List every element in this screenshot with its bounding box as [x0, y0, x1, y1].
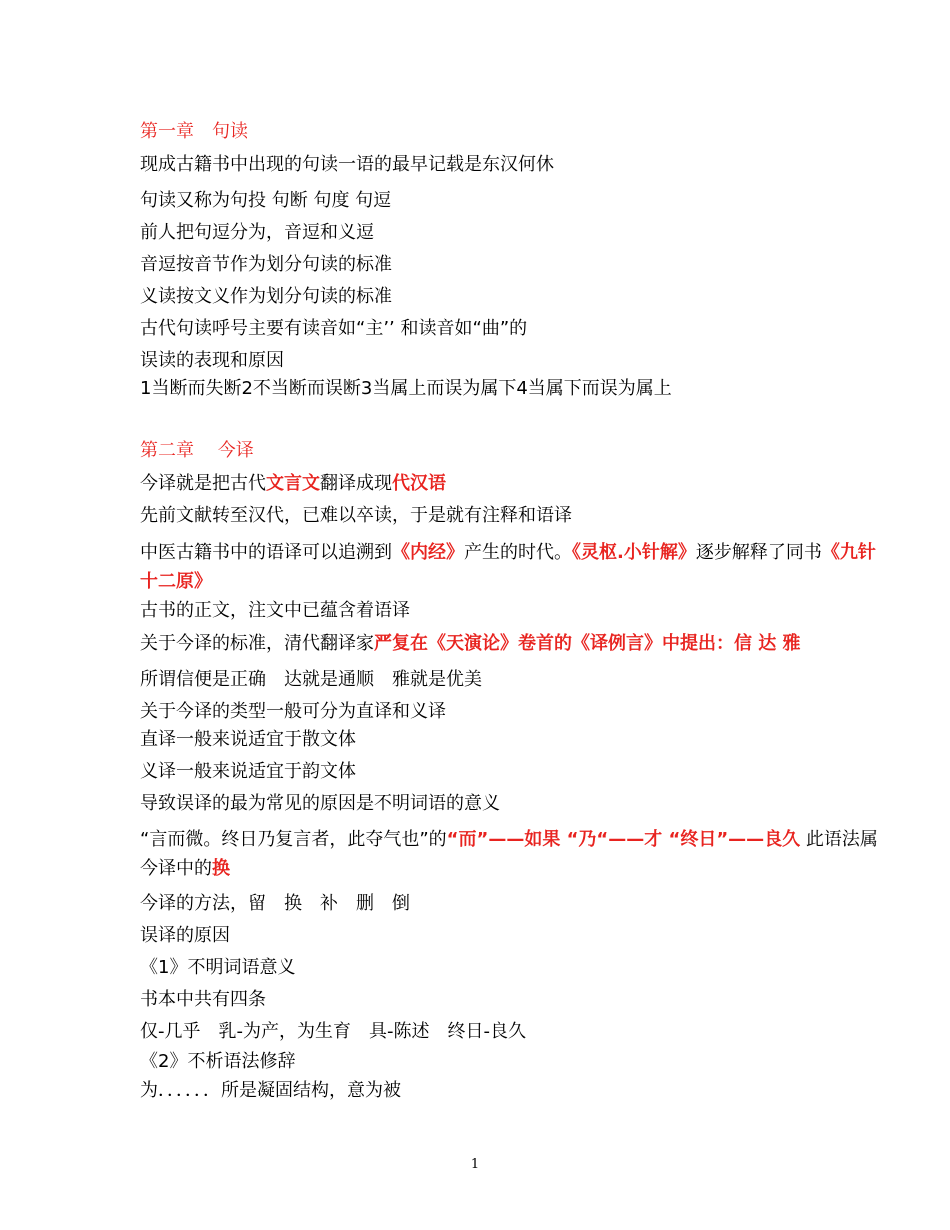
text-line: 导致误译的最为常见的原因是不明词语的意义 — [140, 793, 500, 814]
text-line: 现成古籍书中出现的句读一语的最早记载是东汉何休 — [140, 154, 554, 175]
text-line: 书本中共有四条 — [140, 989, 266, 1010]
highlight-term: 换 — [212, 858, 230, 879]
text-line: 为．．．．．．所是凝固结构，意为被 — [140, 1080, 401, 1101]
text-line: 《2》不析语法修辞 — [140, 1051, 296, 1072]
text-line: 句读又称为句投 句断 句度 句逗 — [140, 190, 392, 211]
text-run: 中医古籍书中的语译可以追溯到 — [140, 542, 392, 563]
highlight-term: 严复在《天演论》卷首的《译例言》中提出：信 达 雅 — [374, 633, 801, 654]
text-line — [140, 472, 880, 496]
text-line: 义读按文义作为划分句读的标准 — [140, 286, 392, 307]
text-line: 关于今译的类型一般可分为直译和义译 — [140, 701, 446, 722]
text-line: 今译的方法，留 换 补 删 倒 — [140, 893, 410, 914]
text-line: 误读的表现和原因 — [140, 350, 284, 371]
text-run: 翻译成现 — [320, 473, 392, 494]
highlight-term: 文言文 — [266, 473, 320, 494]
text-line: 1当断而失断2不当断而误断3当属上而误为属下4当属下而误为属上 — [140, 378, 672, 399]
text-line: 古书的正文，注文中已蕴含着语译 — [140, 600, 410, 621]
text-line: 先前文献转至汉代，已难以卒读，于是就有注释和语译 — [140, 505, 572, 526]
text-line: 义译一般来说适宜于韵文体 — [140, 761, 356, 782]
chapter2-heading: 第二章 今译 — [140, 440, 254, 461]
text-run: 关于今译的标准，清代翻译家 — [140, 633, 374, 654]
chapter1-heading: 第一章 句读 — [140, 121, 248, 142]
text-run: 此语法属今译中的 — [140, 829, 878, 879]
highlight-term: 《内经》 — [392, 542, 464, 563]
text-line — [140, 825, 880, 883]
text-line — [140, 538, 880, 596]
text-line: 《1》不明词语意义 — [140, 957, 296, 978]
text-run: 产生的时代。 — [464, 542, 572, 563]
text-run: “言而微。终日乃复言者，此夺气也”的 — [140, 829, 447, 850]
text-line: 直译一般来说适宜于散文体 — [140, 729, 356, 750]
highlight-term: 《灵枢.小针解》 — [572, 542, 696, 563]
highlight-term: 《九针十二原》 — [140, 542, 876, 592]
text-run: 逐步解释了同书 — [695, 542, 822, 563]
text-line: 仅-几乎 乳-为产，为生育 具-陈述 终日-良久 — [140, 1021, 526, 1042]
page-number: 1 — [470, 1157, 480, 1172]
text-line — [140, 632, 880, 656]
text-run: 今译就是把古代 — [140, 473, 266, 494]
text-line: 误译的原因 — [140, 925, 230, 946]
highlight-term: “而”——如果 “乃“——才 “终日”——良久 — [446, 829, 801, 850]
text-line: 音逗按音节作为划分句读的标准 — [140, 254, 392, 275]
text-line: 所谓信便是正确 达就是通顺 雅就是优美 — [140, 669, 482, 690]
text-line: 古代句读呼号主要有读音如“主’’ 和读音如“曲”的 — [140, 318, 528, 339]
text-line: 前人把句逗分为，音逗和义逗 — [140, 222, 374, 243]
highlight-term: 代汉语 — [392, 473, 446, 494]
